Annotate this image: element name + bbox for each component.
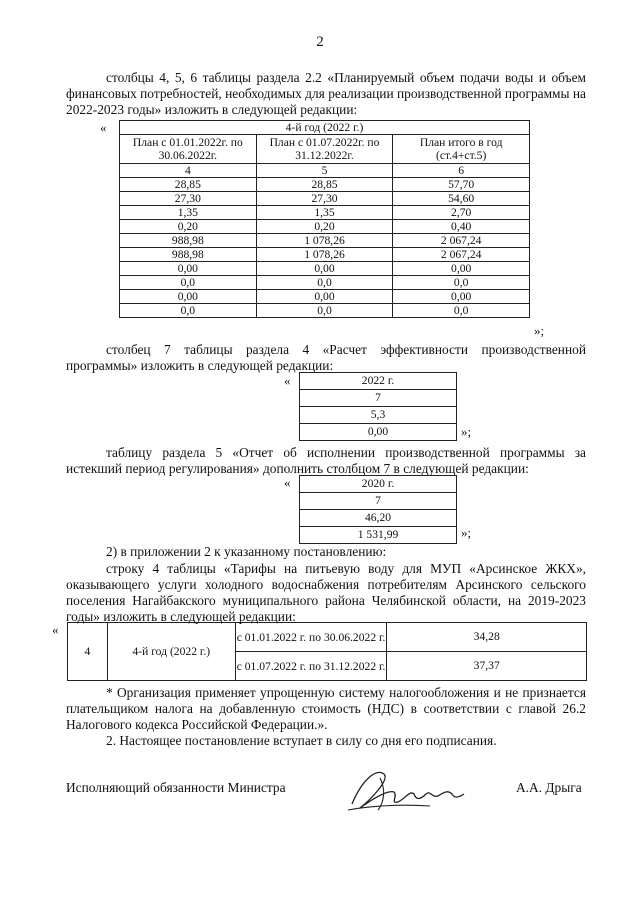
table-cell: 0,0 — [256, 304, 393, 318]
table-row — [120, 304, 530, 318]
table-cell: 0,00 — [300, 424, 457, 441]
quote-open: « — [100, 120, 107, 135]
table-cell: 0,20 — [120, 220, 257, 234]
table-cell: 57,70 — [393, 178, 530, 192]
table-cell: 2 067,24 — [393, 234, 530, 248]
paragraph-text: строку 4 таблицы «Тарифы на питьевую воду для МУП «Арсинское ЖКХ», оказывающего услуги холодного водоснабжения потребителям Арсинского сельского поселения Нагайбакского муниципального района Челябинской области, на 2019-2023 годы» изложить в следующей редакции: — [66, 561, 586, 624]
table-cell: 0,00 — [393, 290, 530, 304]
table-cell: 1 531,99 — [300, 527, 457, 544]
table-cell: 7 — [300, 493, 457, 510]
signature-name: А.А. Дрыга — [516, 780, 582, 795]
table-cell: 1,35 — [120, 206, 257, 220]
table-cell: 2020 г. — [300, 476, 457, 493]
paragraph-text: 2. Настоящее постановление вступает в силу со дня его подписания. — [106, 733, 497, 748]
table-cell-value: 34,28 — [387, 623, 587, 652]
table-cell-period: с 01.07.2022 г. по 31.12.2022 г. — [235, 652, 387, 681]
table-cell: 0,0 — [256, 276, 393, 290]
table-cell: 0,0 — [393, 304, 530, 318]
table-cell: 0,20 — [256, 220, 393, 234]
table-col-header: План итого в год (ст.4+ст.5) — [393, 135, 530, 164]
table-cell: 0,00 — [120, 290, 257, 304]
quote-close: »; — [461, 525, 472, 540]
paragraph-tariffs-row — [66, 561, 586, 625]
table-cell: 54,60 — [393, 192, 530, 206]
table-cell-number: 4 — [68, 623, 108, 681]
table-cell: 2 067,24 — [393, 248, 530, 262]
table-cell: 2022 г. — [300, 373, 457, 390]
table-cell: 0,40 — [393, 220, 530, 234]
footnote-text: * Организация применяет упрощенную систему налогообложения и не признается плательщиком налога на добавленную стоимость (НДС) в соответствии с главой 26.2 Налогового кодекса Российской Федерации.». — [66, 685, 586, 732]
table-cell: 28,85 — [256, 178, 393, 192]
table-cell: 1,35 — [256, 206, 393, 220]
table-row — [120, 290, 530, 304]
table-row — [120, 178, 530, 192]
table-cell: 0,00 — [256, 262, 393, 276]
footnote — [66, 685, 586, 733]
paragraph-appendix-2 — [66, 544, 586, 560]
table-cell: 0,0 — [393, 276, 530, 290]
paragraph-table-4-intro — [66, 342, 586, 374]
table-cell: 2,70 — [393, 206, 530, 220]
table-cell: 988,98 — [120, 248, 257, 262]
table-cell-value: 37,37 — [387, 652, 587, 681]
table-cell: 0,00 — [120, 262, 257, 276]
table-cell: 1 078,26 — [256, 248, 393, 262]
table-col-number: 6 — [393, 164, 530, 178]
table-row — [120, 248, 530, 262]
table-report-col7 — [299, 475, 457, 544]
table-cell: 7 — [300, 390, 457, 407]
table-cell: 46,20 — [300, 510, 457, 527]
table-cell: 0,00 — [393, 262, 530, 276]
quote-close: »; — [534, 323, 545, 338]
signature-position: Исполняющий обязанности Министра — [66, 780, 286, 795]
table-row — [120, 192, 530, 206]
paragraph-table-2-2-intro — [66, 70, 586, 118]
table-cell: 1 078,26 — [256, 234, 393, 248]
table-cell: 28,85 — [120, 178, 257, 192]
table-cell-year: 4-й год (2022 г.) — [107, 623, 235, 681]
quote-close: »; — [461, 424, 472, 439]
paragraph-text: столбцы 4, 5, 6 таблицы раздела 2.2 «Планируемый объем подачи воды и объем финансовых потребностей, необходимых для реализации производственной программы на 2022-2023 годы» изложить в следующей редакции: — [66, 70, 586, 117]
table-cell: 5,3 — [300, 407, 457, 424]
paragraph-text: столбец 7 таблицы раздела 4 «Расчет эффективности производственной программы» изложить в следующей редакции: — [66, 342, 586, 373]
table-cell: 0,0 — [120, 304, 257, 318]
quote-open: « — [52, 622, 59, 637]
table-row — [120, 234, 530, 248]
table-row — [120, 220, 530, 234]
table-col-number: 5 — [256, 164, 393, 178]
table-row — [120, 206, 530, 220]
table-cell: 0,00 — [256, 290, 393, 304]
table-year-header: 4-й год (2022 г.) — [120, 121, 530, 135]
paragraph-text: 2) в приложении 2 к указанному постановлению: — [106, 544, 387, 559]
paragraph-text: таблицу раздела 5 «Отчет об исполнении производственной программы за истекший период регулирования» дополнить столбцом 7 в следующей редакции: — [66, 445, 586, 476]
table-col-number: 4 — [120, 164, 257, 178]
table-cell: 988,98 — [120, 234, 257, 248]
table-col-header: План с 01.01.2022г. по 30.06.2022г. — [120, 135, 257, 164]
table-cell-period: с 01.01.2022 г. по 30.06.2022 г. — [235, 623, 387, 652]
table-tariffs-row-4 — [67, 622, 587, 681]
page-number: 2 — [316, 34, 324, 50]
table-planned-water-volume — [119, 120, 530, 318]
handwritten-signature — [340, 760, 490, 820]
table-col-header: План с 01.07.2022г. по 31.12.2022г. — [256, 135, 393, 164]
paragraph-effective-date — [66, 733, 586, 749]
table-row — [120, 262, 530, 276]
table-cell: 27,30 — [256, 192, 393, 206]
paragraph-table-5-intro — [66, 445, 586, 477]
quote-open: « — [284, 475, 291, 490]
table-efficiency-col7 — [299, 372, 457, 441]
table-row — [120, 276, 530, 290]
quote-open: « — [284, 373, 291, 388]
table-cell: 27,30 — [120, 192, 257, 206]
table-cell: 0,0 — [120, 276, 257, 290]
